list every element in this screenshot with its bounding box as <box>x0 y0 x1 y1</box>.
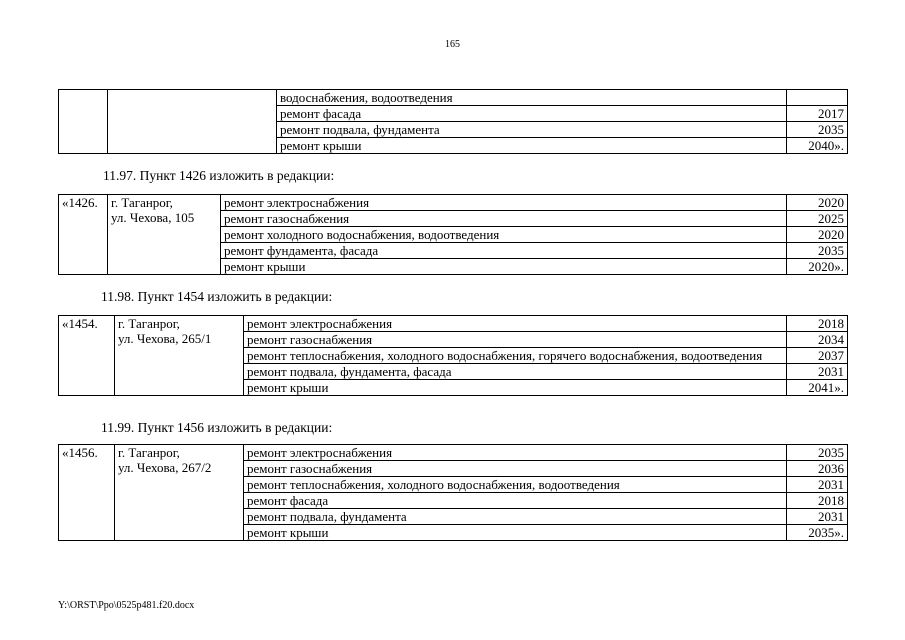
address-line: г. Таганрог, <box>118 316 180 331</box>
work-description: ремонт электроснабжения <box>244 316 787 332</box>
table-item-1426 <box>58 194 848 275</box>
work-description: ремонт крыши <box>277 138 787 154</box>
work-year: 2020 <box>787 227 848 243</box>
work-description: ремонт крыши <box>244 525 787 541</box>
item-number: «1454. <box>59 316 115 396</box>
work-year: 2020 <box>787 195 848 211</box>
work-year: 2034 <box>787 332 848 348</box>
work-description: ремонт подвала, фундамента <box>244 509 787 525</box>
table-row <box>59 195 848 211</box>
work-description: ремонт крыши <box>244 380 787 396</box>
work-year: 2040». <box>787 138 848 154</box>
work-year: 2017 <box>787 106 848 122</box>
work-description: ремонт холодного водоснабжения, водоотведения <box>221 227 787 243</box>
work-year: 2031 <box>787 477 848 493</box>
work-year: 2035 <box>787 122 848 138</box>
work-description: ремонт электроснабжения <box>221 195 787 211</box>
work-description: ремонт электроснабжения <box>244 445 787 461</box>
address-cell <box>108 90 277 154</box>
work-description: ремонт теплоснабжения, холодного водоснабжения, горячего водоснабжения, водоотведения <box>244 348 787 364</box>
address-line: ул. Чехова, 265/1 <box>118 331 212 346</box>
work-year: 2018 <box>787 316 848 332</box>
address-cell <box>115 445 244 541</box>
work-description: ремонт газоснабжения <box>244 332 787 348</box>
work-year: 2025 <box>787 211 848 227</box>
address-line: ул. Чехова, 105 <box>111 210 195 225</box>
item-number: «1426. <box>59 195 108 275</box>
work-year: 2035 <box>787 243 848 259</box>
work-description: ремонт газоснабжения <box>244 461 787 477</box>
work-year: 2031 <box>787 364 848 380</box>
work-description: ремонт подвала, фундамента <box>277 122 787 138</box>
address-line: ул. Чехова, 267/2 <box>118 460 212 475</box>
work-description: ремонт газоснабжения <box>221 211 787 227</box>
work-description: ремонт фундамента, фасада <box>221 243 787 259</box>
file-path-footer: Y:\ORST\Ppo\0525p481.f20.docx <box>58 600 195 611</box>
heading-11-97: 11.97. Пункт 1426 изложить в редакции: <box>103 168 335 183</box>
heading-11-98: 11.98. Пункт 1454 изложить в редакции: <box>101 289 333 304</box>
work-description: ремонт фасада <box>277 106 787 122</box>
table-continuation <box>58 89 848 154</box>
work-description: ремонт фасада <box>244 493 787 509</box>
table-row <box>59 316 848 332</box>
address-line: г. Таганрог, <box>118 445 180 460</box>
work-year: 2037 <box>787 348 848 364</box>
table-item-1456 <box>58 444 848 541</box>
table-row <box>59 90 848 106</box>
heading-11-99: 11.99. Пункт 1456 изложить в редакции: <box>101 420 333 435</box>
work-year <box>787 90 848 106</box>
work-year: 2036 <box>787 461 848 477</box>
work-year: 2020». <box>787 259 848 275</box>
address-line: г. Таганрог, <box>111 195 173 210</box>
address-cell <box>108 195 221 275</box>
work-year: 2041». <box>787 380 848 396</box>
work-year: 2031 <box>787 509 848 525</box>
item-number: «1456. <box>59 445 115 541</box>
work-description: ремонт подвала, фундамента, фасада <box>244 364 787 380</box>
table-row <box>59 445 848 461</box>
work-year: 2035 <box>787 445 848 461</box>
address-cell <box>115 316 244 396</box>
work-description: водоснабжения, водоотведения <box>277 90 787 106</box>
work-year: 2035». <box>787 525 848 541</box>
work-year: 2018 <box>787 493 848 509</box>
work-description: ремонт теплоснабжения, холодного водоснабжения, водоотведения <box>244 477 787 493</box>
page-number: 165 <box>445 39 460 50</box>
table-item-1454 <box>58 315 848 396</box>
work-description: ремонт крыши <box>221 259 787 275</box>
item-number <box>59 90 108 154</box>
